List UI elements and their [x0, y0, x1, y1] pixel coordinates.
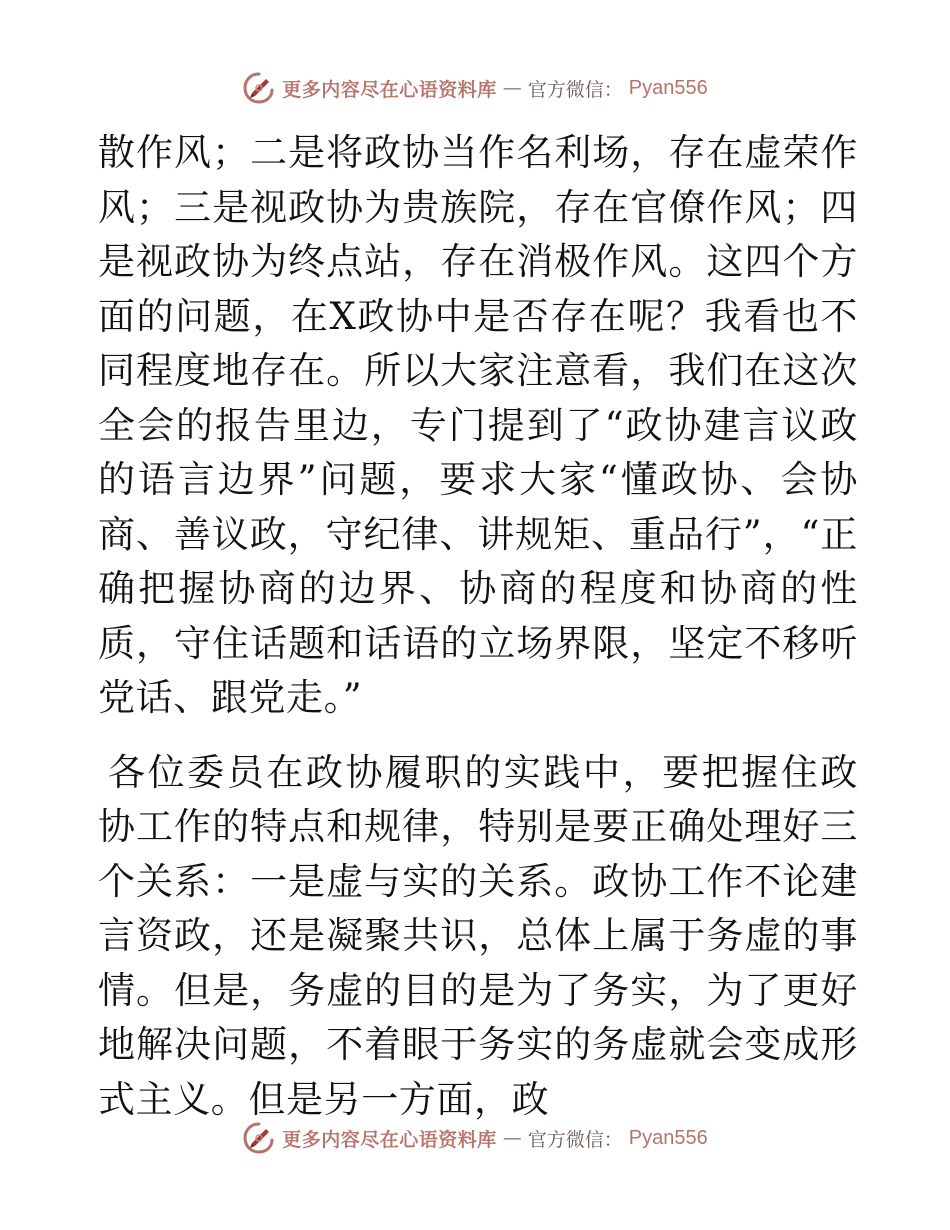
banner-separator: —: [502, 1127, 522, 1149]
banner-wechat-label: 官方微信：: [527, 1128, 623, 1151]
banner-main-text: 更多内容尽在心语资料库: [282, 78, 497, 101]
banner-wechat-id: Pyan556: [628, 1126, 708, 1149]
pen-swirl-logo-icon: [242, 1121, 276, 1155]
banner-main-text: 更多内容尽在心语资料库: [282, 1128, 497, 1151]
paragraph-2: 各位委员在政协履职的实践中，要把握住政协工作的特点和规律，特别是要正确处理好三个关系：一是虚与实的关系。政协工作不论建言资政，还是凝聚共识，总体上属于务虚的事情。但是，务虚的目的是为了务实，为了更好地解决问题，不着眼于务实的务虚就会变成形式主义。但是另一方面，政: [98, 750, 858, 1121]
footer-banner: [0, 1118, 950, 1158]
banner-wechat-id: Pyan556: [628, 76, 708, 99]
paragraph-1: 散作风；二是将政协当作名利场，存在虚荣作风；三是视政协为贵族院，存在官僚作风；四是视政协为终点站，存在消极作风。这四个方面的问题，在X政协中是否存在呢？我看也不同程度地存在。所以大家注意看，我们在这次全会的报告里边，专门提到了“政协建言议政的语言边界”问题，要求大家“懂政协、会协商、善议政，守纪律、讲规矩、重品行”，“正确把握协商的边界、协商的程度和协商的性质，守住话题和话语的立场界限，坚定不移听党话、跟党走。”: [98, 131, 858, 719]
pen-swirl-logo-icon: [242, 71, 276, 105]
banner-wechat-label: 官方微信：: [527, 78, 623, 101]
document-body: [98, 126, 858, 1127]
banner-separator: —: [502, 77, 522, 99]
header-banner: [0, 68, 950, 108]
